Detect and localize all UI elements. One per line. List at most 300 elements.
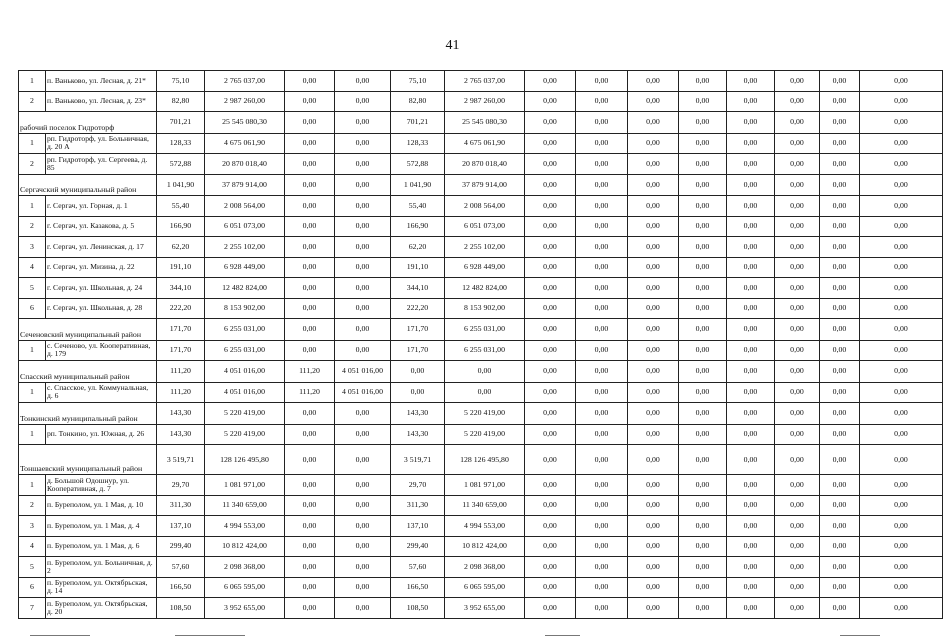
value-cell: 0,00 <box>576 577 628 598</box>
address-cell: с. Сеченово, ул. Кооперативная, д. 179 <box>46 340 157 361</box>
value-cell: 0,00 <box>775 216 820 237</box>
value-cell: 0,00 <box>525 71 576 92</box>
value-cell: 0,00 <box>335 278 391 299</box>
value-cell: 6 255 031,00 <box>445 340 525 361</box>
value-cell: 0,00 <box>820 403 860 425</box>
value-cell: 0,00 <box>285 598 335 619</box>
value-cell: 0,00 <box>576 536 628 557</box>
value-cell: 299,40 <box>157 536 205 557</box>
value-cell: 0,00 <box>820 577 860 598</box>
group-row <box>19 112 943 134</box>
value-cell: 0,00 <box>628 475 679 496</box>
value-cell: 57,60 <box>391 557 445 578</box>
value-cell: 111,20 <box>285 361 335 383</box>
value-cell: 0,00 <box>775 598 820 619</box>
value-cell: 0,00 <box>285 495 335 516</box>
value-cell: 0,00 <box>628 382 679 403</box>
value-cell: 0,00 <box>525 154 576 175</box>
value-cell: 0,00 <box>820 298 860 319</box>
value-cell: 0,00 <box>628 598 679 619</box>
value-cell: 0,00 <box>576 403 628 425</box>
value-cell: 0,00 <box>525 361 576 383</box>
value-cell: 0,00 <box>679 91 727 112</box>
value-cell: 0,00 <box>628 557 679 578</box>
scan-artifact <box>30 635 90 636</box>
value-cell: 0,00 <box>576 112 628 134</box>
value-cell: 108,50 <box>391 598 445 619</box>
value-cell: 0,00 <box>860 196 943 217</box>
value-cell: 0,00 <box>679 133 727 154</box>
address-cell: г. Сергач, ул. Ленинская, д. 17 <box>46 237 157 258</box>
value-cell: 0,00 <box>285 557 335 578</box>
value-cell: 0,00 <box>775 278 820 299</box>
district-name: Спасский муниципальный район <box>19 361 157 383</box>
value-cell: 0,00 <box>576 298 628 319</box>
value-cell: 0,00 <box>820 196 860 217</box>
value-cell: 62,20 <box>157 237 205 258</box>
table-row <box>19 91 943 112</box>
value-cell: 0,00 <box>775 133 820 154</box>
row-number: 2 <box>19 495 46 516</box>
value-cell: 0,00 <box>576 495 628 516</box>
value-cell: 37 879 914,00 <box>205 174 285 196</box>
value-cell: 311,30 <box>391 495 445 516</box>
value-cell: 0,00 <box>860 577 943 598</box>
value-cell: 0,00 <box>285 278 335 299</box>
value-cell: 0,00 <box>285 71 335 92</box>
address-cell: д. Большой Одошнур, ул. Кооперативная, д. 7 <box>46 475 157 496</box>
value-cell: 0,00 <box>335 216 391 237</box>
value-cell: 108,50 <box>157 598 205 619</box>
value-cell: 6 051 073,00 <box>205 216 285 237</box>
row-number: 7 <box>19 598 46 619</box>
value-cell: 0,00 <box>860 112 943 134</box>
value-cell: 0,00 <box>727 71 775 92</box>
address-cell: г. Сергач, ул. Казакова, д. 5 <box>46 216 157 237</box>
row-number: 1 <box>19 196 46 217</box>
value-cell: 0,00 <box>820 340 860 361</box>
value-cell: 0,00 <box>679 445 727 475</box>
value-cell: 29,70 <box>391 475 445 496</box>
value-cell: 0,00 <box>727 112 775 134</box>
row-number: 5 <box>19 557 46 578</box>
value-cell: 11 340 659,00 <box>445 495 525 516</box>
value-cell: 55,40 <box>157 196 205 217</box>
value-cell: 0,00 <box>679 403 727 425</box>
value-cell: 0,00 <box>628 361 679 383</box>
value-cell: 2 008 564,00 <box>205 196 285 217</box>
value-cell: 0,00 <box>727 133 775 154</box>
value-cell: 0,00 <box>679 516 727 537</box>
value-cell: 0,00 <box>335 154 391 175</box>
value-cell: 4 675 061,90 <box>205 133 285 154</box>
value-cell: 6 065 595,00 <box>205 577 285 598</box>
value-cell: 0,00 <box>285 536 335 557</box>
value-cell: 0,00 <box>820 475 860 496</box>
value-cell: 0,00 <box>727 237 775 258</box>
value-cell: 0,00 <box>775 424 820 445</box>
value-cell: 701,21 <box>157 112 205 134</box>
value-cell: 0,00 <box>285 403 335 425</box>
value-cell: 0,00 <box>820 536 860 557</box>
value-cell: 0,00 <box>775 475 820 496</box>
value-cell: 0,00 <box>335 298 391 319</box>
value-cell: 2 255 102,00 <box>205 237 285 258</box>
value-cell: 10 812 424,00 <box>445 536 525 557</box>
value-cell: 75,10 <box>391 71 445 92</box>
value-cell: 0,00 <box>628 536 679 557</box>
value-cell: 0,00 <box>335 598 391 619</box>
value-cell: 25 545 080,30 <box>205 112 285 134</box>
value-cell: 0,00 <box>775 298 820 319</box>
value-cell: 171,70 <box>157 340 205 361</box>
value-cell: 0,00 <box>860 298 943 319</box>
table-row <box>19 536 943 557</box>
value-cell: 0,00 <box>628 196 679 217</box>
value-cell: 4 051 016,00 <box>205 382 285 403</box>
value-cell: 0,00 <box>285 516 335 537</box>
value-cell: 2 008 564,00 <box>445 196 525 217</box>
value-cell: 1 041,90 <box>391 174 445 196</box>
value-cell: 0,00 <box>679 112 727 134</box>
value-cell: 0,00 <box>525 196 576 217</box>
value-cell: 0,00 <box>860 278 943 299</box>
value-cell: 137,10 <box>157 516 205 537</box>
table-row <box>19 340 943 361</box>
value-cell: 5 220 419,00 <box>205 424 285 445</box>
value-cell: 29,70 <box>157 475 205 496</box>
value-cell: 0,00 <box>335 424 391 445</box>
value-cell: 0,00 <box>285 340 335 361</box>
value-cell: 0,00 <box>775 403 820 425</box>
value-cell: 0,00 <box>628 445 679 475</box>
district-name: Тонкинский муниципальный район <box>19 403 157 425</box>
value-cell: 0,00 <box>335 71 391 92</box>
value-cell: 0,00 <box>576 557 628 578</box>
value-cell: 20 870 018,40 <box>445 154 525 175</box>
value-cell: 0,00 <box>525 403 576 425</box>
table-row <box>19 516 943 537</box>
value-cell: 0,00 <box>679 382 727 403</box>
value-cell: 0,00 <box>820 91 860 112</box>
value-cell: 311,30 <box>157 495 205 516</box>
table-row <box>19 557 943 578</box>
row-number: 1 <box>19 340 46 361</box>
value-cell: 0,00 <box>727 278 775 299</box>
value-cell: 0,00 <box>860 598 943 619</box>
value-cell: 0,00 <box>525 557 576 578</box>
value-cell: 0,00 <box>679 71 727 92</box>
value-cell: 6 065 595,00 <box>445 577 525 598</box>
value-cell: 191,10 <box>391 257 445 278</box>
value-cell: 6 928 449,00 <box>205 257 285 278</box>
value-cell: 2 098 368,00 <box>205 557 285 578</box>
value-cell: 0,00 <box>775 361 820 383</box>
value-cell: 3 519,71 <box>157 445 205 475</box>
value-cell: 143,30 <box>391 403 445 425</box>
value-cell: 166,50 <box>157 577 205 598</box>
value-cell: 0,00 <box>628 216 679 237</box>
value-cell: 128 126 495,80 <box>205 445 285 475</box>
value-cell: 0,00 <box>285 237 335 258</box>
value-cell: 0,00 <box>727 361 775 383</box>
value-cell: 2 765 037,00 <box>445 71 525 92</box>
value-cell: 572,88 <box>157 154 205 175</box>
address-cell: рп. Тонкино, ул. Южная, д. 26 <box>46 424 157 445</box>
value-cell: 75,10 <box>157 71 205 92</box>
value-cell: 6 928 449,00 <box>445 257 525 278</box>
value-cell: 0,00 <box>860 557 943 578</box>
value-cell: 0,00 <box>628 174 679 196</box>
value-cell: 0,00 <box>335 495 391 516</box>
value-cell: 6 255 031,00 <box>205 319 285 341</box>
value-cell: 0,00 <box>576 133 628 154</box>
value-cell: 2 098 368,00 <box>445 557 525 578</box>
value-cell: 2 255 102,00 <box>445 237 525 258</box>
value-cell: 0,00 <box>576 382 628 403</box>
value-cell: 2 987 260,00 <box>445 91 525 112</box>
row-number: 1 <box>19 133 46 154</box>
value-cell: 0,00 <box>576 237 628 258</box>
value-cell: 0,00 <box>628 577 679 598</box>
value-cell: 0,00 <box>576 598 628 619</box>
value-cell: 4 051 016,00 <box>205 361 285 383</box>
address-cell: п. Буреполом, ул. 1 Мая, д. 4 <box>46 516 157 537</box>
value-cell: 0,00 <box>727 495 775 516</box>
value-cell: 4 994 553,00 <box>205 516 285 537</box>
address-cell: г. Сергач, ул. Мизина, д. 22 <box>46 257 157 278</box>
value-cell: 0,00 <box>285 577 335 598</box>
value-cell: 0,00 <box>775 536 820 557</box>
row-number: 3 <box>19 237 46 258</box>
value-cell: 0,00 <box>335 445 391 475</box>
value-cell: 55,40 <box>391 196 445 217</box>
value-cell: 143,30 <box>157 403 205 425</box>
value-cell: 0,00 <box>860 445 943 475</box>
value-cell: 0,00 <box>628 424 679 445</box>
value-cell: 0,00 <box>525 133 576 154</box>
value-cell: 0,00 <box>820 598 860 619</box>
value-cell: 171,70 <box>391 319 445 341</box>
value-cell: 0,00 <box>727 557 775 578</box>
table-row <box>19 257 943 278</box>
address-cell: п. Буреполом, ул. Октябрьская, д. 14 <box>46 577 157 598</box>
value-cell: 0,00 <box>727 319 775 341</box>
value-cell: 701,21 <box>391 112 445 134</box>
group-row <box>19 445 943 475</box>
value-cell: 0,00 <box>525 382 576 403</box>
value-cell: 4 051 016,00 <box>335 382 391 403</box>
value-cell: 5 220 419,00 <box>445 403 525 425</box>
value-cell: 0,00 <box>335 403 391 425</box>
value-cell: 0,00 <box>285 196 335 217</box>
table-row <box>19 196 943 217</box>
value-cell: 0,00 <box>525 278 576 299</box>
value-cell: 0,00 <box>285 319 335 341</box>
value-cell: 0,00 <box>628 257 679 278</box>
value-cell: 0,00 <box>525 445 576 475</box>
row-number: 1 <box>19 382 46 403</box>
value-cell: 0,00 <box>525 577 576 598</box>
value-cell: 0,00 <box>335 91 391 112</box>
value-cell: 0,00 <box>391 361 445 383</box>
value-cell: 0,00 <box>285 91 335 112</box>
value-cell: 0,00 <box>775 319 820 341</box>
value-cell: 0,00 <box>727 424 775 445</box>
value-cell: 0,00 <box>525 112 576 134</box>
value-cell: 0,00 <box>335 133 391 154</box>
value-cell: 0,00 <box>285 174 335 196</box>
value-cell: 6 255 031,00 <box>445 319 525 341</box>
value-cell: 0,00 <box>820 278 860 299</box>
address-cell: п. Буреполом, ул. 1 Мая, д. 6 <box>46 536 157 557</box>
scan-artifact <box>175 635 245 636</box>
value-cell: 0,00 <box>860 424 943 445</box>
value-cell: 0,00 <box>576 424 628 445</box>
value-cell: 0,00 <box>628 298 679 319</box>
value-cell: 0,00 <box>335 196 391 217</box>
value-cell: 0,00 <box>679 216 727 237</box>
value-cell: 0,00 <box>727 577 775 598</box>
value-cell: 0,00 <box>860 237 943 258</box>
value-cell: 0,00 <box>679 475 727 496</box>
value-cell: 0,00 <box>525 340 576 361</box>
group-row <box>19 361 943 383</box>
value-cell: 0,00 <box>335 340 391 361</box>
value-cell: 0,00 <box>820 516 860 537</box>
value-cell: 0,00 <box>727 382 775 403</box>
value-cell: 166,90 <box>391 216 445 237</box>
value-cell: 6 051 073,00 <box>445 216 525 237</box>
address-cell: п. Буреполом, ул. Октябрьская, д. 20 <box>46 598 157 619</box>
value-cell: 0,00 <box>860 340 943 361</box>
value-cell: 0,00 <box>445 361 525 383</box>
value-cell: 0,00 <box>445 382 525 403</box>
address-cell: г. Сергач, ул. Горная, д. 1 <box>46 196 157 217</box>
value-cell: 0,00 <box>285 257 335 278</box>
value-cell: 0,00 <box>775 71 820 92</box>
value-cell: 0,00 <box>679 174 727 196</box>
value-cell: 0,00 <box>628 340 679 361</box>
value-cell: 0,00 <box>679 319 727 341</box>
value-cell: 0,00 <box>628 495 679 516</box>
value-cell: 0,00 <box>525 298 576 319</box>
value-cell: 2 765 037,00 <box>205 71 285 92</box>
value-cell: 0,00 <box>576 216 628 237</box>
district-name: Сергачский муниципальный район <box>19 174 157 196</box>
value-cell: 111,20 <box>157 361 205 383</box>
value-cell: 344,10 <box>157 278 205 299</box>
value-cell: 171,70 <box>157 319 205 341</box>
row-number: 2 <box>19 91 46 112</box>
value-cell: 0,00 <box>820 495 860 516</box>
value-cell: 0,00 <box>860 361 943 383</box>
value-cell: 111,20 <box>285 382 335 403</box>
value-cell: 0,00 <box>576 445 628 475</box>
value-cell: 0,00 <box>576 257 628 278</box>
value-cell: 0,00 <box>628 133 679 154</box>
value-cell: 0,00 <box>576 361 628 383</box>
page-number: 41 <box>445 38 460 53</box>
value-cell: 8 153 902,00 <box>445 298 525 319</box>
value-cell: 0,00 <box>727 403 775 425</box>
value-cell: 0,00 <box>525 424 576 445</box>
table-row <box>19 475 943 496</box>
address-cell: п. Ваньково, ул. Лесная, д. 21* <box>46 71 157 92</box>
value-cell: 0,00 <box>679 196 727 217</box>
value-cell: 5 220 419,00 <box>445 424 525 445</box>
row-number: 6 <box>19 298 46 319</box>
value-cell: 10 812 424,00 <box>205 536 285 557</box>
value-cell: 8 153 902,00 <box>205 298 285 319</box>
value-cell: 0,00 <box>860 257 943 278</box>
value-cell: 0,00 <box>775 237 820 258</box>
value-cell: 222,20 <box>391 298 445 319</box>
address-cell: п. Буреполом, ул. 1 Мая, д. 10 <box>46 495 157 516</box>
value-cell: 0,00 <box>285 133 335 154</box>
value-cell: 0,00 <box>860 516 943 537</box>
value-cell: 0,00 <box>576 475 628 496</box>
district-name: рабочий поселок Гидроторф <box>19 112 157 134</box>
value-cell: 0,00 <box>525 174 576 196</box>
value-cell: 0,00 <box>679 257 727 278</box>
value-cell: 0,00 <box>679 495 727 516</box>
value-cell: 1 081 971,00 <box>205 475 285 496</box>
value-cell: 344,10 <box>391 278 445 299</box>
value-cell: 137,10 <box>391 516 445 537</box>
value-cell: 0,00 <box>775 112 820 134</box>
value-cell: 0,00 <box>860 216 943 237</box>
value-cell: 0,00 <box>525 216 576 237</box>
value-cell: 166,90 <box>157 216 205 237</box>
value-cell: 0,00 <box>775 495 820 516</box>
table-row <box>19 495 943 516</box>
value-cell: 20 870 018,40 <box>205 154 285 175</box>
value-cell: 4 994 553,00 <box>445 516 525 537</box>
value-cell: 0,00 <box>285 424 335 445</box>
value-cell: 299,40 <box>391 536 445 557</box>
value-cell: 0,00 <box>727 598 775 619</box>
table-row <box>19 154 943 175</box>
address-cell: с. Спасское, ул. Коммунальная, д. 6 <box>46 382 157 403</box>
value-cell: 0,00 <box>820 257 860 278</box>
value-cell: 0,00 <box>727 91 775 112</box>
row-number: 4 <box>19 257 46 278</box>
value-cell: 0,00 <box>679 557 727 578</box>
value-cell: 0,00 <box>820 112 860 134</box>
value-cell: 0,00 <box>860 382 943 403</box>
table-row <box>19 577 943 598</box>
row-number: 1 <box>19 475 46 496</box>
value-cell: 25 545 080,30 <box>445 112 525 134</box>
value-cell: 5 220 419,00 <box>205 403 285 425</box>
value-cell: 0,00 <box>628 112 679 134</box>
value-cell: 0,00 <box>820 557 860 578</box>
value-cell: 82,80 <box>157 91 205 112</box>
value-cell: 0,00 <box>628 319 679 341</box>
value-cell: 572,88 <box>391 154 445 175</box>
row-number: 2 <box>19 154 46 175</box>
table-row <box>19 424 943 445</box>
value-cell: 0,00 <box>285 298 335 319</box>
value-cell: 0,00 <box>820 361 860 383</box>
value-cell: 0,00 <box>679 424 727 445</box>
table-row <box>19 278 943 299</box>
value-cell: 0,00 <box>285 445 335 475</box>
value-cell: 0,00 <box>335 257 391 278</box>
value-cell: 0,00 <box>820 71 860 92</box>
value-cell: 0,00 <box>727 298 775 319</box>
